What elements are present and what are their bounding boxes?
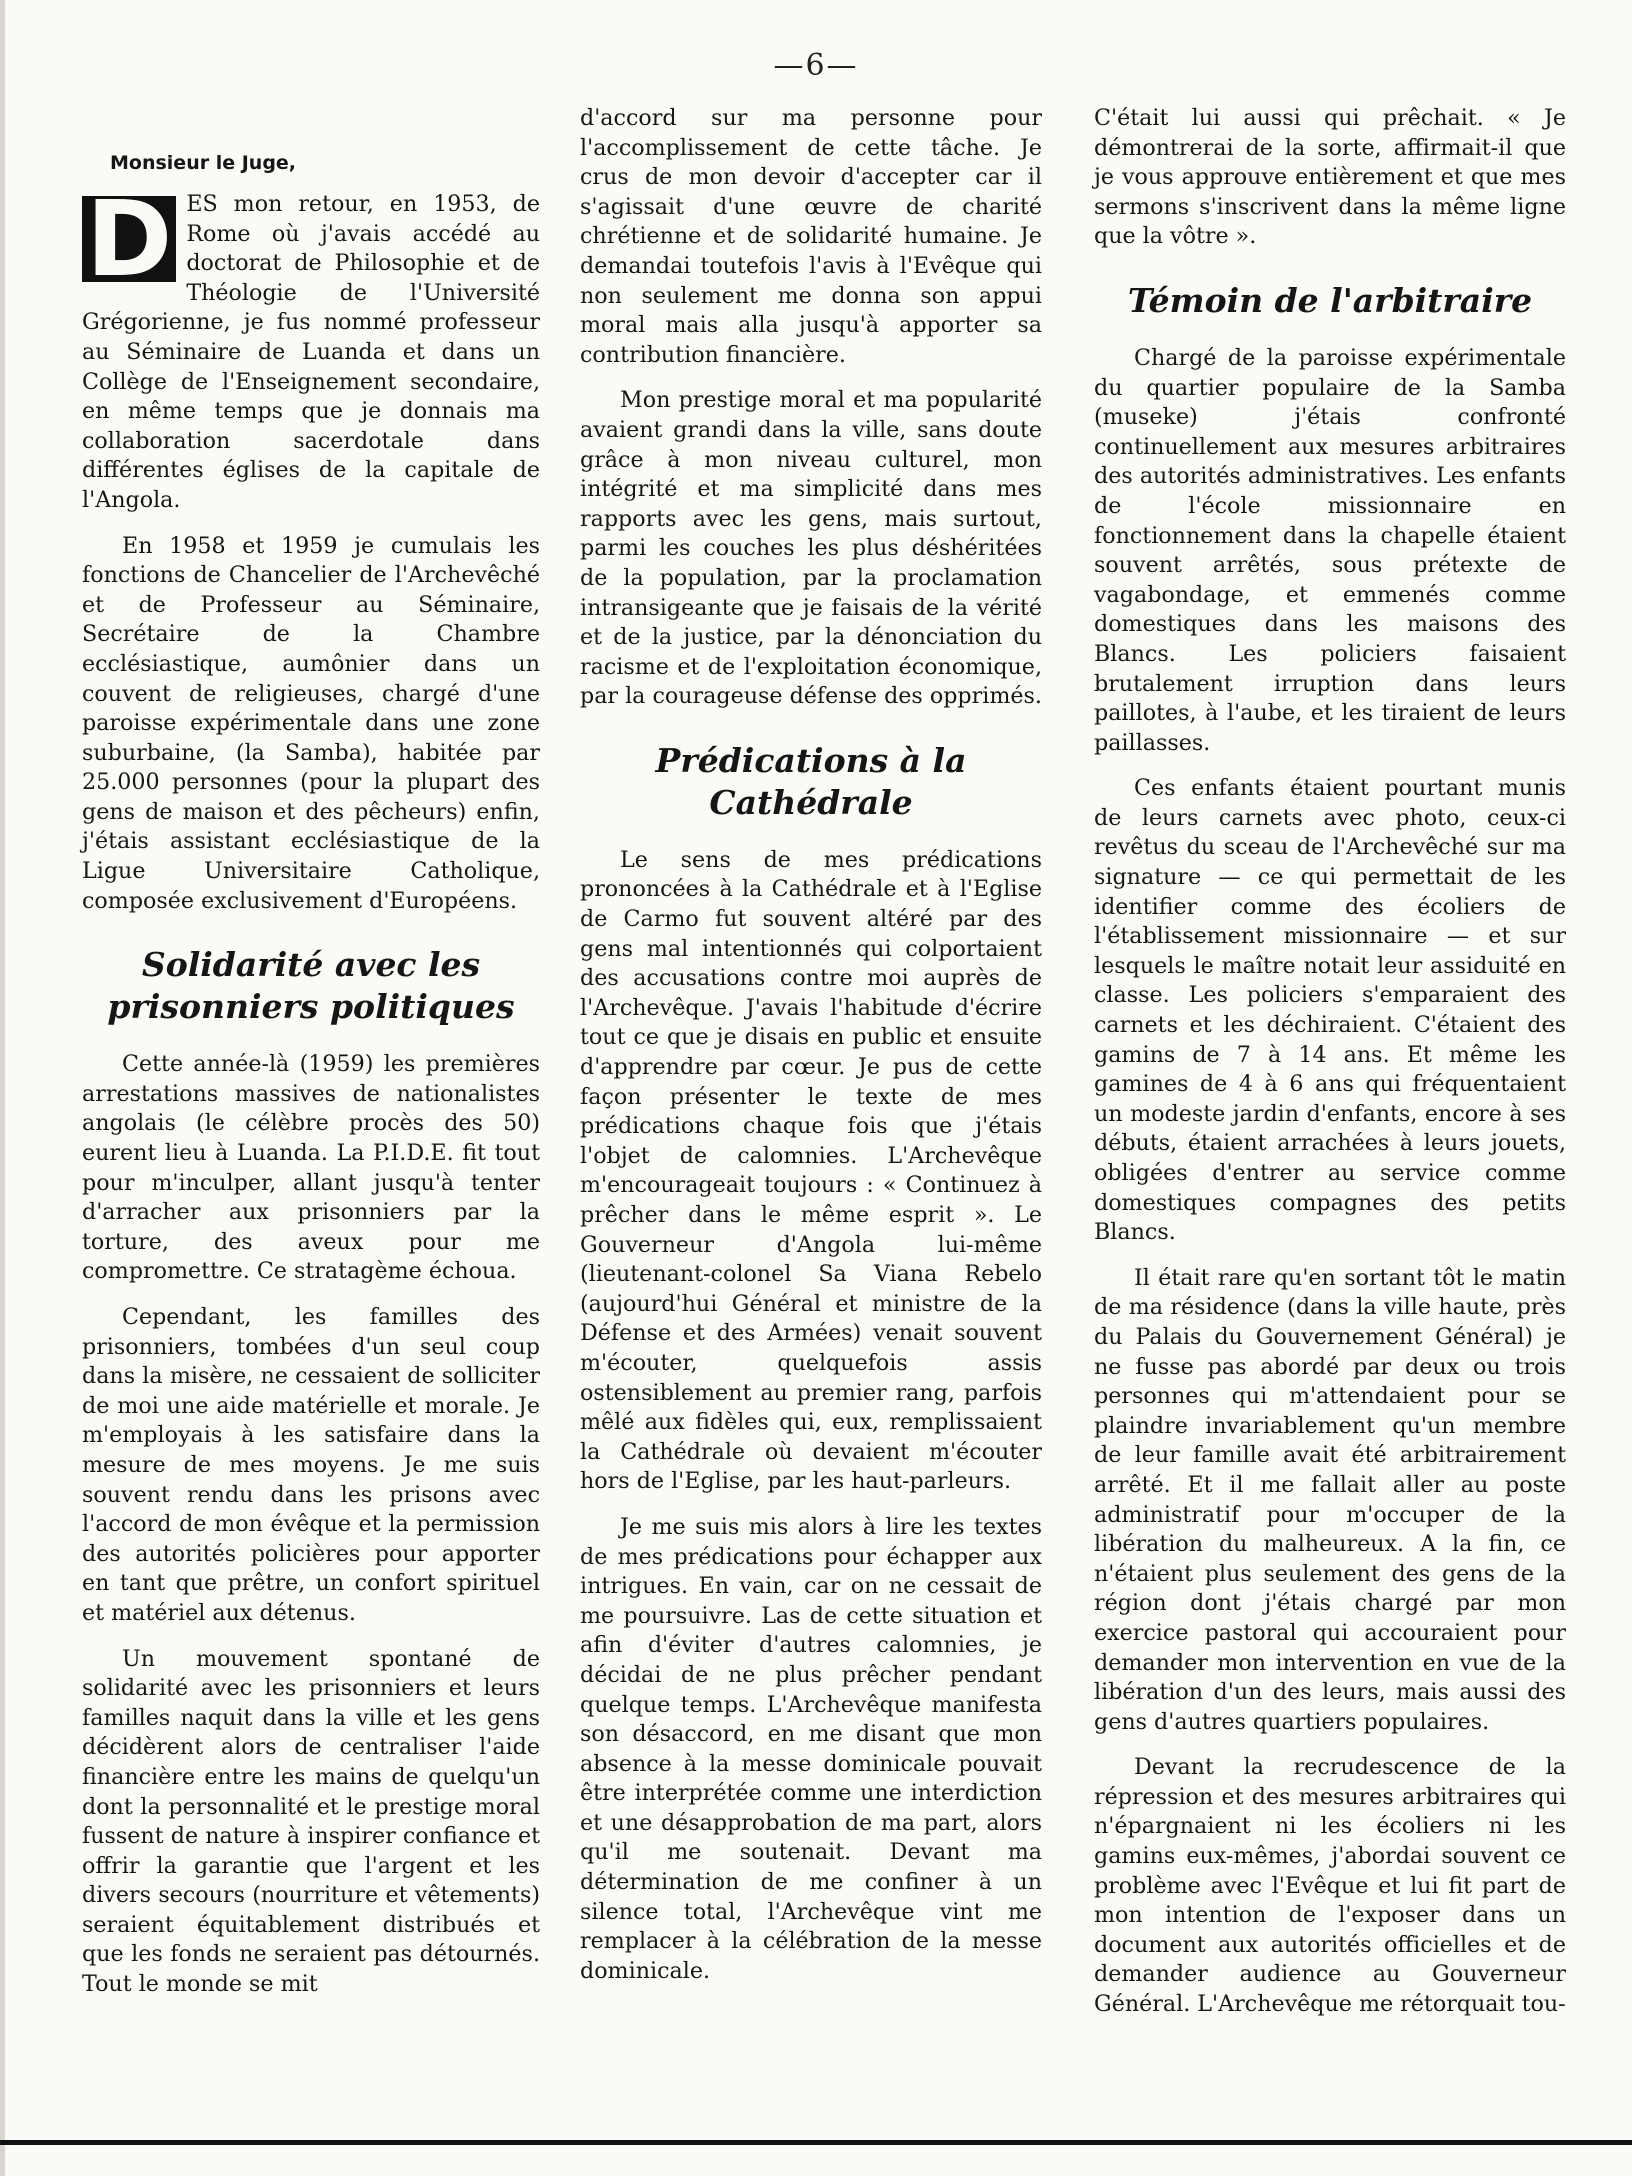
column-3 xyxy=(1094,104,1566,2036)
paragraph-1-4: Cependant, les familles des prisonniers, tombées d'un seul coup dans la misère, ne cessaient de solliciter de moi une aide matérielle et morale. Je m'employais à les satisfaire dans la mesure de mes moyens. Je me suis souvent rendu dans les prisons avec l'accord de mon évêque et la permission des autorités policières pour apporter en tant que prêtre, un confort spirituel et matériel aux détenus. xyxy=(82,1304,540,1626)
paragraph-1-3: Cette année-là (1959) les premières arrestations massives de nationalistes angolais (le célèbre procès des 50) eurent lieu à Luanda. La P.I.D.E. fit tout pour m'inculper, allant jusqu'à tenter d'arracher aux prisonniers par la torture, des aveux pour me compromettre. Ce stratagème échoua. xyxy=(82,1051,540,1285)
paragraph-2-2: Mon prestige moral et ma popularité avaient grandi dans la ville, sans doute grâce à mon niveau culturel, mon intégrité et ma simplicité dans mes rapports avec les gens, mais surtout, parmi les couches les plus déshéritées de la population, par la proclamation intransigeante que je faisais de la vérité et de la justice, par la dénonciation du racisme et de l'exploitation économique, par la courageuse défense des opprimés. xyxy=(580,387,1042,710)
column-1 xyxy=(82,138,540,2016)
page-edge-shadow xyxy=(0,0,5,2176)
salutation: Monsieur le Juge, xyxy=(110,152,297,174)
paragraph-3-5: Devant la recrudescence de la répression et des mesures arbitraires qui n'épargnaient ni les écoliers ni les gamins eux-mêmes, j'abordai souvent ce problème avec l'Evêque et lui fit part de mon intention de l'exposer dans un document aux autorités officielles et de demander audience au Gouverneur Général. L'Archevêque me rétorquait tou- xyxy=(1094,1754,1566,2018)
paragraph-3-1: C'était lui aussi qui prêchait. « Je démontrerai de la sorte, affirmait-il que je vous approuve entièrement et que mes sermons s'inscrivent dans la même ligne que la vôtre ». xyxy=(1094,105,1566,250)
paragraph-1-1 xyxy=(82,178,540,516)
paragraph-2-1: d'accord sur ma personne pour l'accomplissement de cette tâche. Je crus de mon devoir d'accepter car il s'agissait d'une œuvre de charité chrétienne et de solidarité humaine. Je demandai toutefois l'avis à l'Evêque qui non seulement me donna son appui moral mais alla jusqu'à apporter sa contribution financière. xyxy=(580,105,1042,368)
paragraph-text: ES mon retour, en 1953, de Rome où j'avais accédé au doctorat de Philosophie et de Théologie de l'Université Grégorienne, je fus nommé professeur au Séminaire de Luanda et dans un Collège de l'Enseignement secondaire, en même temps que je donnais ma collaboration sacerdotale dans différentes églises de la capitale de l'Angola. xyxy=(82,191,540,513)
bottom-rule xyxy=(0,2140,1632,2145)
page-number: —6— xyxy=(773,48,859,83)
heading-solidarite: Solidarité avec les prisonniers politiques xyxy=(107,945,515,1027)
paragraph-3-4: Il était rare qu'en sortant tôt le matin de ma résidence (dans la ville haute, près du Palais du Gouvernement Général) je ne fusse pas abordé par deux ou trois personnes qui m'attendaient pour se plaindre invariablement qu'un membre de leur famille avait été arbitrairement arrêté. Et il me fallait aller au poste administratif pour m'occuper de la libération du malheureux. A la fin, ce n'étaient plus seulement des gens de la région dont j'étais chargé par mon exercice pastoral qui accouraient pour demander mon intervention en vue de la libération d'un des leurs, mais aussi des gens d'autres quartiers populaires. xyxy=(1094,1264,1566,1735)
paragraph-2-4: Je me suis mis alors à lire les textes de mes prédications pour échapper aux intrigues. En vain, car on ne cessait de me poursuivre. Las de cette situation et afin d'éviter d'autres calomnies, je décidai de ne plus prêcher pendant quelque temps. L'Archevêque manifesta son désaccord, en me disant que mon absence à la messe dominicale pouvait être interprétée comme une interdiction et une désapprobation de ma part, alors qu'il me soutenait. Devant ma détermination de me confiner à un silence total, l'Archevêque vint me remplacer à la célébration de la messe dominicale. xyxy=(580,1513,1042,1984)
paragraph-3-3: Ces enfants étaient pourtant munis de leurs carnets avec photo, ceux-ci revêtus du sceau de l'Archevêché sur ma signature — ce qui permettait de les identifier comme des écoliers de l'établissement missionnaire — et sur lesquels le maître notait leur assiduité en classe. Les policiers s'emparaient des carnets et les déchiraient. C'étaient des gamins de 7 à 14 ans. Et même les gamines de 4 à 6 ans qui fréquentaient un modeste jardin d'enfants, encore à ses débuts, étaient arrachées à leurs jouets, obligées d'entrer au service comme domestiques compagnes des petits Blancs. xyxy=(1094,775,1566,1246)
paragraph-2-3: Le sens de mes prédications prononcées à la Cathédrale et à l'Eglise de Carmo fut souvent altéré par des gens mal intentionnés qui colportaient des accusations contre moi auprès de l'Archevêque. J'avais l'habitude d'écrire tout ce que je disais en public et ensuite d'apprendre par cœur. Je pus de cette façon présenter le texte de mes prédications chaque fois que j'étais l'objet de calomnies. L'Archevêque m'encourageait toujours : « Continuez à prêcher dans le même esprit ». Le Gouverneur d'Angola lui-même (lieutenant-colonel Sa Viana Rebelo (aujourd'hui Général et ministre de la Défense et des Armées) venait souvent m'écouter, quelquefois assis ostensiblement au premier rang, parfois mêlé aux fidèles qui, eux, remplissaient la Cathédrale où devaient m'écouter hors de l'Eglise, par les haut-parleurs. xyxy=(580,846,1042,1495)
paragraph-1-5: Un mouvement spontané de solidarité avec les prisonniers et leurs familles naquit dans la ville et les gens décidèrent alors de centraliser l'aide financière entre les mains de quelqu'un dont la personnalité et le prestige moral fussent de nature à inspirer confiance et offrir la garantie que l'argent et les divers secours (nourriture et vêtements) seraient équitablement distribués et que les fonds ne seraient pas détournés. Tout le monde se mit xyxy=(82,1645,540,1998)
drop-cap: D xyxy=(82,196,176,282)
column-2 xyxy=(580,104,1042,2002)
heading-temoin: Témoin de l'arbitraire xyxy=(1127,280,1533,320)
paragraph-1-2: En 1958 et 1959 je cumulais les fonctions de Chancelier de l'Archevêché et de Professeur au Séminaire, Secrétaire de la Chambre ecclésiastique, aumônier dans un couvent de religieuses, chargé d'une paroisse expérimentale dans une zone suburbaine, (la Samba), habitée par 25.000 personnes (pour la plupart des gens de maison et des pêcheurs) enfin, j'étais assistant ecclésiastique de la Ligue Universitaire Catholique, composée exclusivement d'Européens. xyxy=(82,532,540,914)
paragraph-3-2: Chargé de la paroisse expérimentale du quartier populaire de la Samba (museke) j'étais confronté continuellement aux mesures arbitraires des autorités administratives. Les enfants de l'école missionnaire en fonctionnement dans la chapelle étaient souvent arrêtés, sous prétexte de vagabondage, et emmenés comme domestiques dans les maisons des Blancs. Les policiers faisaient brutalement irruption dans leurs paillotes, à l'aube, et les tiraient de leurs paillasses. xyxy=(1094,344,1566,756)
heading-predications: Prédications à la Cathédrale xyxy=(655,740,967,822)
